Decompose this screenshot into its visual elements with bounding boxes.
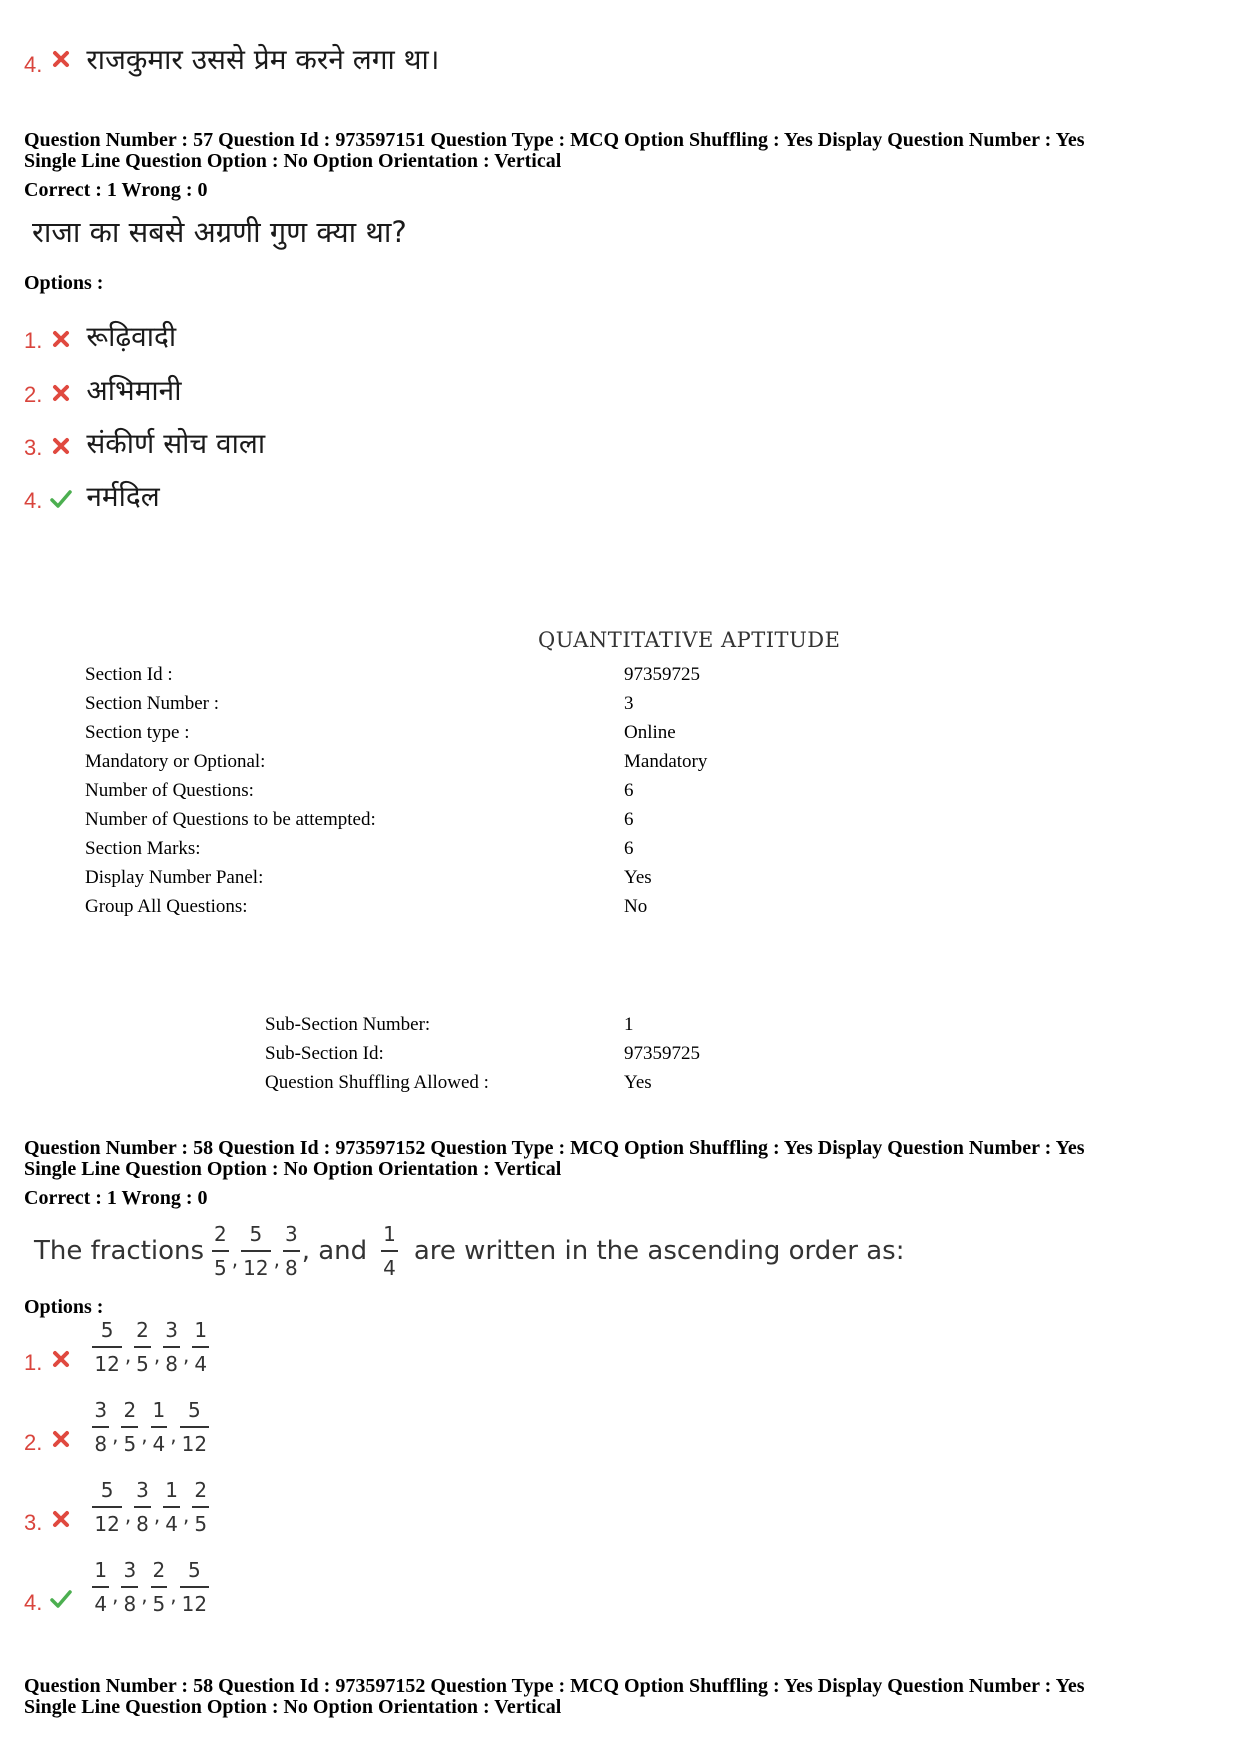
numerator: 3	[136, 1478, 149, 1502]
fraction	[134, 1318, 151, 1376]
fraction	[121, 1558, 138, 1616]
numerator: 1	[152, 1398, 166, 1422]
denominator: 4	[152, 1431, 166, 1456]
option-text: रूढ़िवादी	[86, 320, 177, 353]
comma: ,	[170, 1582, 177, 1607]
numerator: 2	[214, 1222, 227, 1246]
denominator: 5	[123, 1431, 137, 1456]
comma: ,	[273, 1246, 280, 1271]
q57-question: राजा का सबसे अग्रणी गुण क्या था?	[32, 215, 407, 249]
question-last-fraction	[379, 1222, 400, 1280]
numerator: 5	[188, 1558, 201, 1582]
fraction	[212, 1222, 229, 1280]
fraction-bar	[192, 1506, 209, 1508]
q57-option-4	[24, 480, 160, 514]
numerator: 2	[152, 1558, 166, 1582]
fraction-bar	[283, 1250, 300, 1252]
comma: ,	[112, 1582, 119, 1607]
denominator: 8	[165, 1351, 178, 1376]
section-row-label: Mandatory or Optional:	[85, 751, 266, 772]
fraction-bar	[92, 1426, 109, 1428]
comma: ,	[124, 1342, 132, 1367]
q58-meta-line1: Question Number : 58 Question Id : 973597152 Question Type : MCQ Option Shuffling : Yes Display Question Number : Yes	[24, 1137, 1085, 1159]
comma: ,	[183, 1502, 190, 1527]
fraction	[192, 1318, 209, 1376]
denominator: 8	[136, 1511, 149, 1536]
subsection-row-value: Yes	[624, 1072, 652, 1093]
option-number: 2.	[24, 382, 43, 407]
fraction	[241, 1222, 270, 1280]
numerator: 2	[123, 1398, 137, 1422]
section-row-value: 97359725	[624, 664, 700, 685]
comma: ,	[112, 1422, 119, 1447]
q57-option-3	[24, 427, 265, 461]
fraction	[92, 1318, 121, 1376]
check-icon	[50, 1588, 72, 1610]
q58-option-2	[24, 1398, 211, 1456]
fraction-bar	[212, 1250, 229, 1252]
wrong-icon	[50, 435, 72, 457]
section-row-label: Section Id :	[85, 664, 173, 685]
section-row-label: Section Number :	[85, 693, 220, 714]
numerator: 5	[249, 1222, 263, 1246]
fraction	[180, 1398, 209, 1456]
q57-score: Correct : 1 Wrong : 0	[24, 179, 208, 201]
wrong-icon	[50, 328, 72, 350]
section-row-label: Section type :	[85, 722, 190, 743]
fraction-bar	[92, 1506, 121, 1508]
section-row-value: Yes	[624, 867, 652, 888]
q57-option-2	[24, 374, 181, 408]
fraction	[381, 1222, 398, 1280]
fraction-bar	[180, 1586, 209, 1588]
comma: ,	[124, 1502, 132, 1527]
denominator: 8	[123, 1591, 137, 1616]
wrong-icon	[50, 382, 72, 404]
section-row-value: 6	[624, 809, 634, 830]
numerator: 3	[284, 1222, 298, 1246]
numerator: 2	[136, 1318, 149, 1342]
fraction-bar	[92, 1346, 121, 1348]
denominator: 4	[194, 1351, 208, 1376]
q58-option-1	[24, 1318, 211, 1376]
q58-option-3	[24, 1478, 211, 1536]
q58-meta-line2: Single Line Question Option : No Option Orientation : Vertical	[24, 1158, 562, 1180]
fraction-bar	[241, 1250, 270, 1252]
fraction-bar	[151, 1426, 168, 1428]
option-number: 3.	[24, 1509, 43, 1535]
numerator: 1	[165, 1478, 178, 1502]
numerator: 1	[94, 1558, 108, 1582]
fraction-bar	[134, 1506, 151, 1508]
fraction	[283, 1222, 300, 1280]
option-text: संकीर्ण सोच वाला	[86, 427, 266, 460]
comma: ,	[183, 1342, 190, 1367]
fraction	[151, 1398, 168, 1456]
wrong-icon	[50, 1428, 72, 1450]
option-number: 4.	[24, 488, 43, 513]
section-row-value: Mandatory	[624, 751, 708, 772]
option-text: नर्मदिल	[86, 480, 160, 513]
denominator: 12	[181, 1591, 208, 1616]
fraction-bar	[121, 1426, 138, 1428]
subsection-row-value: 1	[624, 1014, 634, 1035]
comma: ,	[153, 1502, 161, 1527]
section-row-label: Number of Questions to be attempted:	[85, 809, 376, 830]
section-row-value: No	[624, 896, 648, 917]
fraction	[151, 1558, 168, 1616]
denominator: 5	[194, 1511, 208, 1536]
wrong-icon	[50, 1508, 72, 1530]
numerator: 2	[194, 1478, 208, 1502]
fraction-bar	[192, 1346, 209, 1348]
fraction-bar	[134, 1346, 151, 1348]
q57-option-1	[24, 320, 176, 354]
fraction-bar	[151, 1586, 168, 1588]
subsection-row-label: Question Shuffling Allowed :	[265, 1072, 489, 1093]
fraction-bar	[381, 1250, 398, 1252]
denominator: 8	[284, 1255, 298, 1280]
q58-option-4	[24, 1558, 211, 1616]
denominator: 12	[243, 1255, 269, 1280]
section-row-label: Section Marks:	[85, 838, 201, 859]
q58-score: Correct : 1 Wrong : 0	[24, 1187, 208, 1209]
wrong-icon	[50, 48, 72, 70]
numerator: 5	[188, 1398, 201, 1422]
question-and: , and	[301, 1235, 368, 1266]
fraction-bar	[92, 1586, 109, 1588]
numerator: 1	[194, 1318, 208, 1342]
question-prefix: The fractions	[34, 1235, 205, 1266]
section-row-value: 3	[624, 693, 634, 714]
prev-option-4	[24, 28, 439, 78]
fraction	[163, 1318, 180, 1376]
comma: ,	[141, 1422, 148, 1447]
numerator: 3	[94, 1398, 108, 1422]
subsection-row-label: Sub-Section Id:	[265, 1043, 384, 1064]
wrong-icon	[50, 1348, 72, 1370]
option-text: अभिमानी	[86, 374, 182, 407]
numerator: 1	[383, 1222, 396, 1246]
q58-repeat-meta-line2: Single Line Question Option : No Option Orientation : Vertical	[24, 1696, 562, 1718]
fraction	[180, 1558, 209, 1616]
denominator: 4	[165, 1511, 178, 1536]
section-row-value: 6	[624, 838, 634, 859]
section-title: QUANTITATIVE APTITUDE	[538, 628, 841, 652]
denominator: 5	[152, 1591, 166, 1616]
option-fractions	[90, 1398, 211, 1456]
option-fractions	[90, 1318, 211, 1376]
subsection-row-value: 97359725	[624, 1043, 700, 1064]
fraction	[192, 1478, 209, 1536]
section-row-label: Group All Questions:	[85, 896, 248, 917]
denominator: 4	[94, 1591, 108, 1616]
section-row-label: Number of Questions:	[85, 780, 254, 801]
option-number: 2.	[24, 1429, 43, 1455]
option-number: 3.	[24, 435, 43, 460]
numerator: 5	[100, 1318, 114, 1342]
option-fractions	[90, 1478, 211, 1536]
fraction-bar	[163, 1346, 180, 1348]
option-number: 4.	[24, 1589, 43, 1615]
option-number: 1.	[24, 328, 43, 353]
q57-meta-line1: Question Number : 57 Question Id : 973597151 Question Type : MCQ Option Shuffling : Yes Display Question Number : Yes	[24, 129, 1085, 151]
fraction-bar	[163, 1506, 180, 1508]
denominator: 5	[136, 1351, 149, 1376]
comma: ,	[153, 1342, 161, 1367]
q57-meta-line2: Single Line Question Option : No Option Orientation : Vertical	[24, 150, 562, 172]
q58-options-label: Options :	[24, 1296, 104, 1318]
section-row-value: Online	[624, 722, 676, 743]
fraction	[92, 1558, 109, 1616]
numerator: 3	[123, 1558, 137, 1582]
q57-options-label: Options :	[24, 272, 104, 294]
option-number: 1.	[24, 1349, 43, 1375]
denominator: 12	[94, 1351, 120, 1376]
fraction	[92, 1478, 121, 1536]
q58-repeat-meta-line1: Question Number : 58 Question Id : 973597152 Question Type : MCQ Option Shuffling : Yes Display Question Number : Yes	[24, 1675, 1085, 1697]
subsection-row-label: Sub-Section Number:	[265, 1014, 431, 1035]
comma: ,	[141, 1582, 148, 1607]
denominator: 12	[181, 1431, 208, 1456]
denominator: 5	[214, 1255, 227, 1280]
check-icon	[50, 488, 72, 510]
section-row-label: Display Number Panel:	[85, 867, 264, 888]
fraction	[163, 1478, 180, 1536]
numerator: 5	[100, 1478, 114, 1502]
numerator: 3	[165, 1318, 178, 1342]
fraction	[92, 1398, 109, 1456]
fraction-bar	[180, 1426, 209, 1428]
option-fractions	[90, 1558, 211, 1616]
q58-question	[34, 1222, 904, 1280]
denominator: 12	[94, 1511, 120, 1536]
question-suffix: are written in the ascending order as:	[413, 1235, 905, 1266]
comma: ,	[231, 1246, 239, 1271]
option-text: राजकुमार उससे प्रेम करने लगा था।	[86, 43, 440, 76]
denominator: 4	[383, 1255, 396, 1280]
fraction	[134, 1478, 151, 1536]
question-fractions	[210, 1222, 302, 1280]
fraction-bar	[121, 1586, 138, 1588]
fraction	[121, 1398, 138, 1456]
section-row-value: 6	[624, 780, 634, 801]
denominator: 8	[94, 1431, 108, 1456]
option-number: 4.	[24, 52, 43, 77]
comma: ,	[170, 1422, 177, 1447]
